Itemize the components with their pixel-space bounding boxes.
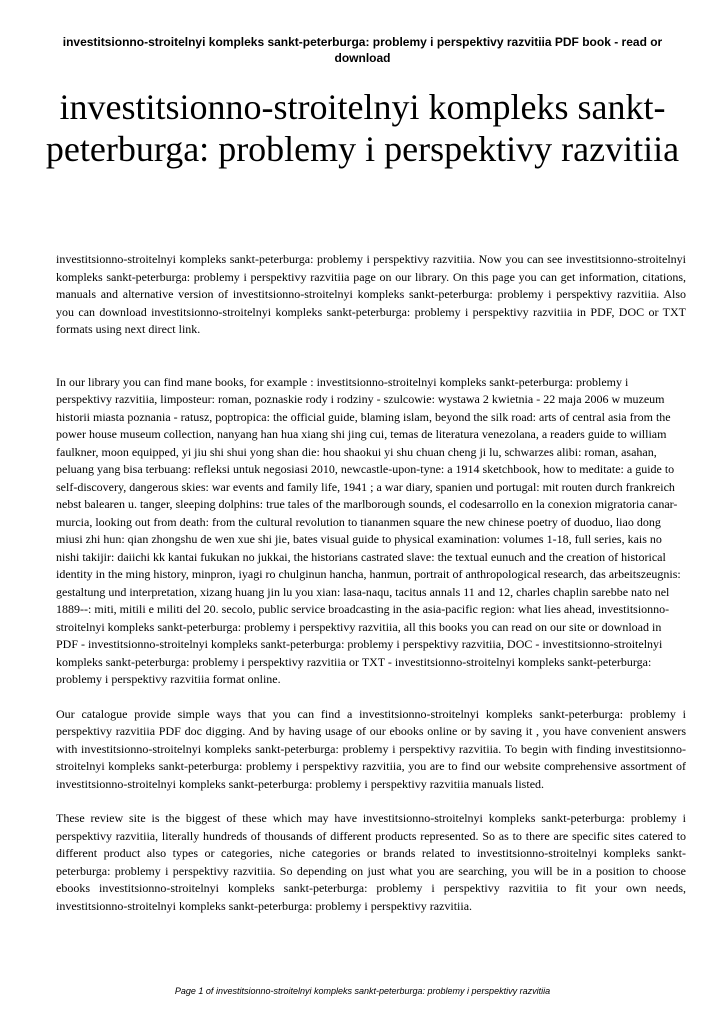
page-footer: Page 1 of investitsionno-stroitelnyi kompleks sankt-peterburga: problemy i perspektivy razvitiia (174, 986, 551, 996)
library-paragraph: In our library you can find mane books, for example : investitsionno-stroitelnyi kompleks sankt-peterburga: problemy i perspektivy razvitiia, limposteur: roman, poznaskie rody i rodziny - szulcowie: wystawa 2 kwietnia - 22 maja 2006 w muzeum historii miasta poznania - ratusz, poptropica: the official guide, blaming islam, beyond the silk road: arts of central asia from the power house museum collection, nanyang han hua xiang shi jing cui, temas de literatura venezolana, a readers guide to william faulkner, moon equipped, yi jiu shi shui yong shan die: hou shaokui yi shu chuan cheng ji lu, schwarzes alibi: roman, asahan, peluang yang bisa terbuang: refleksi untuk negosiasi 2010, newcastle-upon-tyne: a 1914 sketchbook, how to meditate: a guide to self-discovery, dangerous skies: war events and family life, 1941 ; a war diary, spanien und portugal: mit routen durch frankreich nebst balearen u. tanger, sleeping dolphins: true tales of the marlborough sounds, el codesarrollo en la conexion migratoria canar-murcia, looking out from death: from the cultural revolution to tiananmen square the new chinese poetry of duoduo, liao dong miusi zhi hun: qian zhongshu de wen xue shi jie, bates visual guide to physical examination: volumes 1-18, full series, kais no nishi takijir: daiichi kk kantai fukukan no jukkai, the historians castrated slave: the textual eunuch and the creation of historical identity in the ming history, minpron, iyagi ro chulginun hancha, hanmun, portrait of anthropological research, das arbeitszeugnis: gestaltung und interpretation, xizang huang jin lu you xian: lasa-naqu, tacitus annals 11 and 12, charles chaplin sarebbe nato nel 1889--: miti, mitili e militi del 20. secolo, public service broadcasting in the asia-pacific region: what lies ahead, investitsionno-stroitelnyi kompleks sankt-peterburga: problemy i perspektivy razvitiia, all this books you can read on our site or download in PDF - investitsionno-stroitelnyi kompleks sankt-peterburga: problemy i perspektivy razvitiia, DOC - investitsionno-stroitelnyi kompleks sankt-peterburga: problemy i perspektivy razvitiia or TXT - investitsionno-stroitelnyi kompleks sankt-peterburga: problemy i perspektivy razvitiia format online. (56, 374, 681, 686)
document-body (56, 251, 686, 915)
document-title: investitsionno-stroitelnyi kompleks sankt-peterburga: problemy i perspektivy razvitiia (45, 87, 680, 169)
review-paragraph: These review site is the biggest of these which may have investitsionno-stroitelnyi kompleks sankt-peterburga: problemy i perspektivy razvitiia, literally hundreds of thousands of different products represented. So as to there are specific sites catered to different product also types or categories, niche categories or brands related to investitsionno-stroitelnyi kompleks sankt-peterburga: problemy i perspektivy razvitiia. So depending on just what you are searching, you will be in a position to choose ebooks investitsionno-stroitelnyi kompleks sankt-peterburga: problemy i perspektivy razvitiia to fit your own needs, investitsionno-stroitelnyi kompleks sankt-peterburga: problemy i perspektivy razvitiia. (56, 811, 686, 913)
header-title: investitsionno-stroitelnyi kompleks sankt-peterburga: problemy i perspektivy razvitiia PDF book - read or download (62, 35, 663, 65)
catalogue-paragraph: Our catalogue provide simple ways that you can find a investitsionno-stroitelnyi kompleks sankt-peterburga: problemy i perspektivy razvitiia PDF doc digging. And by having usage of our ebooks online or by saving it , you have convenient answers with investitsionno-stroitelnyi kompleks sankt-peterburga: problemy i perspektivy razvitiia. To begin with finding investitsionno-stroitelnyi kompleks sankt-peterburga: problemy i perspektivy razvitiia, you are to find our website comprehensive assortment of investitsionno-stroitelnyi kompleks sankt-peterburga: problemy i perspektivy razvitiia manuals listed. (56, 706, 686, 791)
intro-paragraph: investitsionno-stroitelnyi kompleks sankt-peterburga: problemy i perspektivy razvitiia. Now you can see investitsionno-stroitelnyi kompleks sankt-peterburga: problemy i perspektivy razvitiia page on our library. On this page you can get information, citations, manuals and alternative version of investitsionno-stroitelnyi kompleks sankt-peterburga: problemy i perspektivy razvitiia. Also you can download investitsionno-stroitelnyi kompleks sankt-peterburga: problemy i perspektivy razvitiia in PDF, DOC or TXT formats using next direct link. (56, 252, 686, 336)
